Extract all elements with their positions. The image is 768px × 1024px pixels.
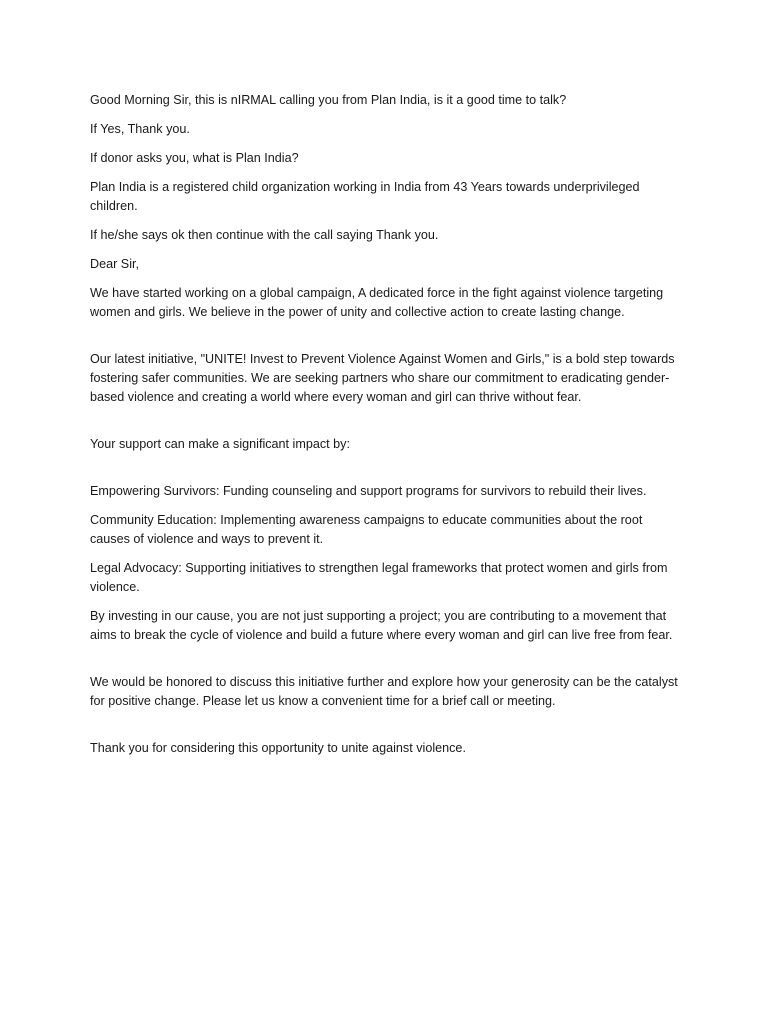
yes-response-line: If Yes, Thank you. [90,122,190,136]
closing-line: Thank you for considering this opportunity to unite against violence. [90,741,466,755]
salutation: Dear Sir, [90,257,139,271]
initiative-paragraph: Our latest initiative, "UNITE! Invest to Prevent Violence Against Women and Girls," is a bold step towards fostering safer communities. We are seeking partners who share our commitment to eradicating gender-based violence and creating a world where every woman and girl can thrive without fear. [90,352,675,404]
discussion-request-paragraph: We would be honored to discuss this initiative further and explore how your generosity can be the catalyst for positive change. Please let us know a convenient time for a brief call or meeting. [90,675,678,708]
impact-item-empowering-survivors: Empowering Survivors: Funding counseling and support programs for survivors to rebuild their lives. [90,484,647,498]
impact-item-community-education: Community Education: Implementing awareness campaigns to educate communities about the root causes of violence and ways to prevent it. [90,513,643,546]
donor-question-line: If donor asks you, what is Plan India? [90,151,299,165]
plan-india-description: Plan India is a registered child organization working in India from 43 Years towards underprivileged children. [90,180,640,213]
impact-intro-line: Your support can make a significant impact by: [90,437,350,451]
impact-item-legal-advocacy: Legal Advocacy: Supporting initiatives to strengthen legal frameworks that protect women and girls from violence. [90,561,668,594]
greeting-line: Good Morning Sir, this is nIRMAL calling you from Plan India, is it a good time to talk? [90,93,567,107]
investing-paragraph: By investing in our cause, you are not just supporting a project; you are contributing to a movement that aims to break the cycle of violence and build a future where every woman and girl can live free from fear. [90,609,673,642]
campaign-intro-paragraph: We have started working on a global campaign, A dedicated force in the fight against violence targeting women and girls. We believe in the power of unity and collective action to create lasting change. [90,286,664,319]
document-body [90,91,682,768]
continue-call-line: If he/she says ok then continue with the call saying Thank you. [90,228,439,242]
